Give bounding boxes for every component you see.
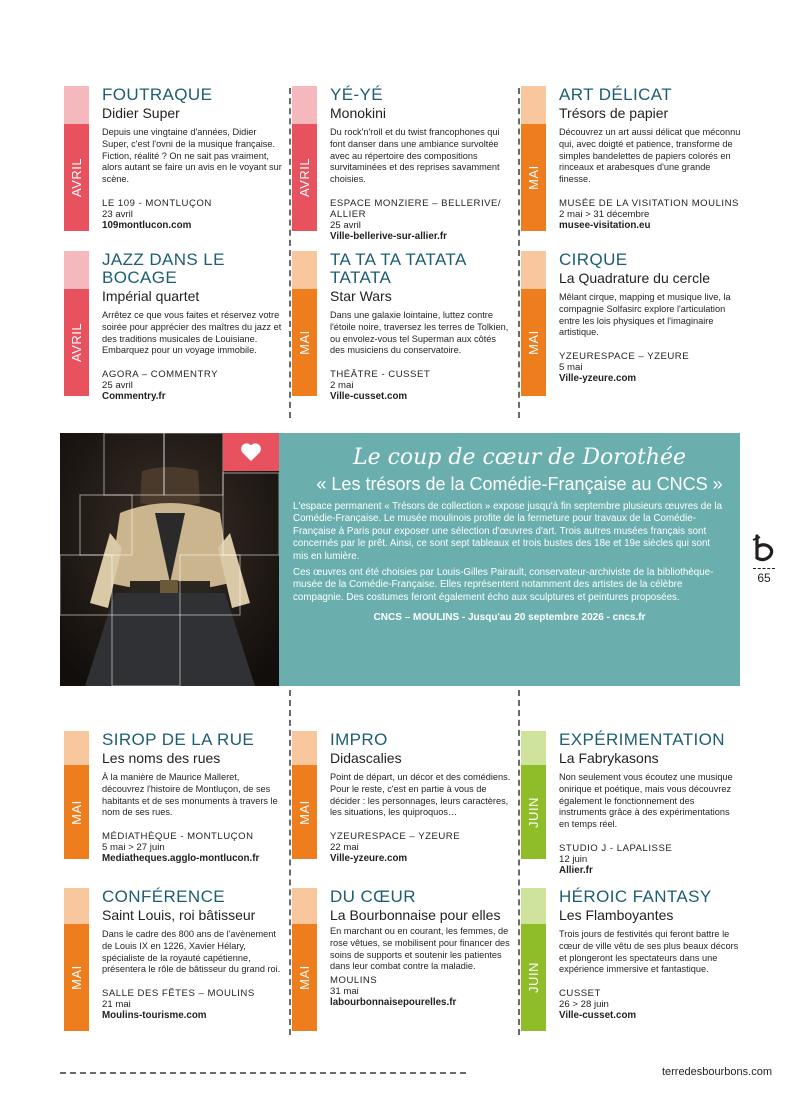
event-website[interactable]: Ville-cusset.com [330, 391, 408, 403]
event-card [521, 730, 736, 876]
event-card [292, 85, 507, 242]
event-card [64, 85, 282, 231]
event-description: Découvrez un art aussi délicat que méconnu qui, avec doigté et patience, transforme de simples bandelettes de papiers colorés en rinceaux et arabesques d'une grande finesse. [559, 127, 741, 185]
feature-paragraph: L'espace permanent « Trésors de collection » expose jusqu'à fin septembre plusieurs œuvres de la Comédie-Française. Le musée moulinois profite de la fermeture pour travaux de la Comédie-Française à Paris pour exposer une sélection d'œuvres d'art. Trois autres musées français sont concernés par le prêt. Ainsi, ce sont sept tableaux et trois bustes des 18e et 19e siècles qui sont mis en lumière. [293, 501, 723, 562]
event-category: SIROP DE LA RUE [102, 730, 255, 749]
event-card [521, 887, 739, 1031]
event-website[interactable]: Commentry.fr [102, 391, 166, 403]
month-tab [521, 86, 546, 231]
event-venue: THÉÂTRE - CUSSET [330, 369, 431, 381]
event-website[interactable]: musee-visitation.eu [559, 219, 651, 231]
event-website[interactable]: 109montlucon.com [102, 219, 192, 231]
event-venue: MUSÉE DE LA VISITATION MOULINS [559, 197, 739, 209]
event-description: Dans une galaxie lointaine, luttez contre l'étoile noire, traversez les terres de Tolkien, ou envolez-vous tel Superman aux côtés des musiciens du conservatoire. [330, 310, 509, 356]
event-website[interactable]: Allier.fr [559, 864, 593, 876]
event-category: DU CŒUR [330, 887, 416, 906]
feature-title: « Les trésors de la Comédie-Française au CNCS » [316, 474, 723, 494]
month-tab [292, 888, 317, 1031]
costume-photo [60, 433, 279, 686]
event-description: En marchant ou en courant, les femmes, de rose vêtues, se mobilisent pour financer des soins de supports et soutenir les patientes dans leur combat contre la maladie. [330, 926, 510, 972]
event-description: Point de départ, un décor et des comédiens. Pour le reste, c'est en partie à vous de décider : les personnages, leurs caractères, les situations, les quiproquos… [330, 772, 511, 818]
event-category: CONFÉRENCE [102, 887, 226, 906]
event-venue: ESPACE MONZIERE – BELLERIVE/ ALLIER [330, 197, 502, 220]
event-website[interactable]: labourbonnaisepourelles.fr [330, 997, 457, 1009]
feature-heading: Le coup de cœur de Dorothée [352, 445, 687, 470]
column-divider [289, 88, 291, 418]
event-category: EXPÉRIMENTATION [559, 730, 725, 749]
event-date: 5 mai [559, 362, 583, 374]
event-date: 21 mai [102, 999, 131, 1011]
month-label: AVRIL [69, 157, 85, 198]
month-tab [521, 731, 546, 859]
event-subtitle: La Fabrykasons [559, 750, 659, 766]
event-card [64, 730, 279, 865]
event-subtitle: Didascalies [330, 750, 402, 766]
event-date: 2 mai [330, 380, 354, 392]
month-tab [521, 888, 546, 1031]
event-subtitle: Impérial quartet [102, 288, 200, 304]
event-date: 12 juin [559, 853, 588, 865]
event-venue: CUSSET [559, 988, 601, 1000]
column-divider [518, 88, 520, 418]
month-tab [521, 251, 546, 396]
event-category: IMPRO [330, 730, 388, 749]
month-tab [292, 251, 317, 396]
event-subtitle: Les noms des rues [102, 750, 221, 766]
event-date: 2 mai > 31 décembre [559, 208, 650, 220]
event-subtitle: Les Flamboyantes [559, 907, 674, 923]
event-card [292, 730, 511, 865]
footer-divider [60, 1072, 466, 1074]
event-subtitle: La Bourbonnaise pour elles [330, 907, 501, 923]
month-tab [64, 888, 89, 1031]
event-description: Du rock'n'roll et du twist francophones qui font danser dans une ambiance survoltée avec au répertoire des compositions survitaminées et des reprises savamment choisies. [330, 127, 500, 185]
event-date: 5 mai > 27 juin [102, 842, 165, 854]
event-category: ART DÉLICAT [559, 85, 673, 104]
event-card [64, 250, 282, 403]
event-description: À la manière de Maurice Malleret, découvrez l'histoire de Montluçon, de ses habitants et de ses monuments à travers le nom de ses rues. [102, 772, 278, 818]
event-date: 25 avril [330, 219, 361, 231]
feature-paragraph: Ces œuvres ont été choisies par Louis-Gilles Pairault, conservateur-archiviste de la bibliothèque-musée de la Comédie-Française. Elles représentent notamment des artistes de la célèbre compagnie. Des costumes feront également écho aux sculptures et peintures proposées. [293, 567, 714, 603]
feature-footer: CNCS – MOULINS - Jusqu'au 20 septembre 2026 - cncs.fr [373, 612, 646, 624]
event-subtitle: Didier Super [102, 105, 180, 121]
event-venue: SALLE DES FÊTES – MOULINS [102, 988, 255, 1000]
event-subtitle: Trésors de papier [559, 105, 669, 121]
event-description: Non seulement vous écoutez une musique onirique et poétique, mais vous découvrez également le fonctionnement des instruments grâce à des expérimentations en temps réel. [559, 772, 733, 830]
event-venue: YZEURESPACE – YZEURE [559, 351, 690, 363]
month-label: MAI [297, 330, 312, 355]
event-description: Depuis une vingtaine d'années, Didier Super, c'est l'ovni de la musique française. Fiction, réalité ? On ne sait pas vraiment, alors autant se faire un avis en le voyant sur scène. [102, 127, 282, 185]
month-label: AVRIL [297, 157, 313, 198]
column-divider [518, 690, 520, 1035]
event-website[interactable]: Ville-bellerive-sur-allier.fr [330, 230, 447, 242]
event-date: 23 avril [102, 208, 133, 220]
event-venue: MÉDIATHÈQUE - MONTLUÇON [102, 831, 254, 843]
event-venue: AGORA – COMMENTRY [102, 369, 219, 381]
month-tab [292, 731, 317, 859]
month-tab [292, 86, 317, 231]
event-venue: LE 109 - MONTLUÇON [102, 197, 212, 209]
heart-icon [240, 442, 262, 462]
event-category: HÉROIC FANTASY [559, 887, 712, 906]
month-label: MAI [69, 799, 84, 825]
page-number: 65 [757, 571, 771, 585]
feature-body [293, 501, 726, 604]
event-date: 22 mai [330, 842, 359, 854]
feature-box [60, 433, 740, 686]
event-category: YÉ-YÉ [330, 85, 384, 104]
event-website[interactable]: Ville-yzeure.com [330, 853, 408, 865]
month-label: MAI [526, 330, 541, 355]
event-website[interactable]: Ville-yzeure.com [559, 373, 637, 385]
event-subtitle: Monokini [330, 105, 387, 121]
event-website[interactable]: Mediatheques.agglo-montlucon.fr [102, 853, 260, 865]
brand-logo-icon [751, 534, 777, 562]
event-category: FOUTRAQUE [102, 85, 213, 104]
event-date: 26 > 28 juin [559, 999, 609, 1011]
event-subtitle: Saint Louis, roi bâtisseur [102, 907, 256, 923]
event-description: Mêlant cirque, mapping et musique live, la compagnie Solfasirc explore l'articulation entre les lois physiques et l'imaginaire artistique. [559, 292, 731, 338]
event-subtitle: Star Wars [330, 288, 392, 304]
page-marker [744, 534, 784, 585]
month-label: JUIN [526, 962, 542, 993]
event-card [292, 887, 510, 1031]
event-date: 31 mai [330, 986, 359, 998]
event-subtitle: La Quadrature du cercle [559, 270, 710, 286]
month-label: MAI [526, 165, 541, 190]
month-label: JUIN [526, 796, 542, 828]
event-venue: MOULINS [330, 975, 378, 987]
event-venue: YZEURESPACE – YZEURE [330, 831, 461, 843]
month-label: MAI [297, 965, 312, 990]
month-tab [64, 731, 89, 859]
event-category: CIRQUE [559, 250, 628, 269]
heart-badge [223, 433, 279, 471]
month-tab [64, 86, 89, 231]
month-label: MAI [297, 799, 312, 825]
footer-site[interactable]: terredesbourbons.com [661, 1066, 772, 1078]
month-label: MAI [69, 965, 84, 990]
event-venue: STUDIO J - LAPALISSE [559, 842, 673, 854]
event-website[interactable]: Ville-cusset.com [559, 1010, 637, 1022]
event-date: 25 avril [102, 380, 133, 392]
event-card [64, 888, 279, 1031]
event-description: Dans le cadre des 800 ans de l'avènement de Louis IX en 1226, Xavier Hélary, spécialiste de la royauté capétienne, présentera le rôle de bâtisseur du grand roi. [102, 929, 281, 975]
event-card [292, 250, 509, 403]
month-tab [64, 251, 89, 396]
event-category: TA TA TA TATATA TATATA [330, 250, 466, 287]
event-description: Arrêtez ce que vous faites et réservez votre soirée pour apprécier des maîtres du jazz et des traditions musicales de Louisiane. Embarquez pour un voyage immobile. [102, 310, 282, 356]
event-category: JAZZ DANS LE BOCAGE [102, 250, 225, 287]
column-divider [289, 690, 291, 1035]
event-description: Trois jours de festivités qui feront battre le cœur de ville vêtu de ses plus beaux décors et plongeront les spectateurs dans une expérience immersive et fantastique. [559, 929, 739, 975]
event-card [521, 251, 736, 396]
event-website[interactable]: Moulins-tourisme.com [102, 1010, 207, 1022]
event-card [521, 85, 741, 231]
month-label: AVRIL [69, 322, 85, 363]
